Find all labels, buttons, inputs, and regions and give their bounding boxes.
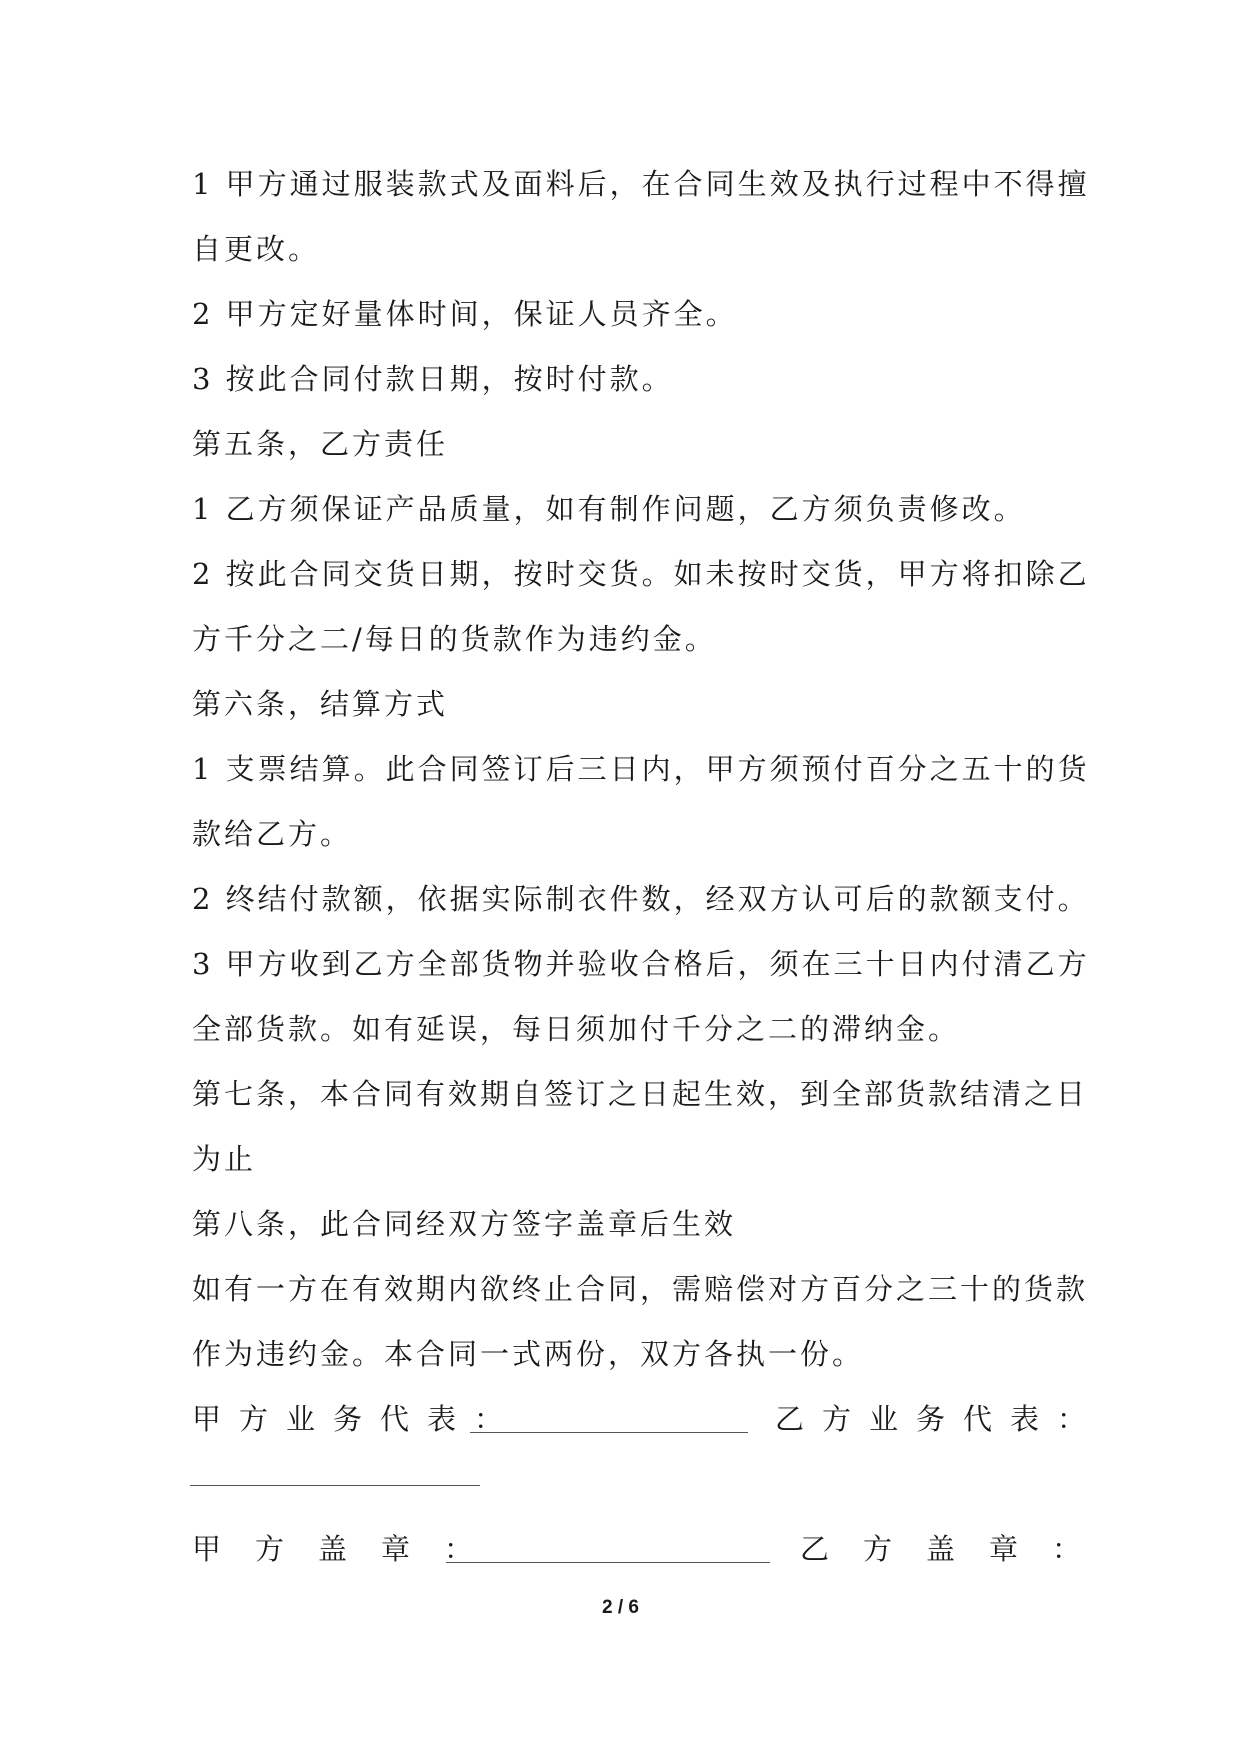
paragraph-line: 1 甲方通过服装款式及面料后，在合同生效及执行过程中不得擅: [192, 167, 1090, 201]
paragraph-line: 2 按此合同交货日期，按时交货。如未按时交货，甲方将扣除乙: [192, 557, 1090, 591]
paragraph-line: 1 乙方须保证产品质量，如有制作问题，乙方须负责修改。: [192, 492, 1026, 526]
section-heading: 第八条，此合同经双方签字盖章后生效: [192, 1207, 737, 1241]
paragraph-line: 方千分之二/每日的货款作为违约金。: [192, 622, 717, 656]
section-heading: 第七条，本合同有效期自签订之日起生效，到全部货款结清之日: [192, 1077, 1089, 1111]
page-number: 2 / 6: [602, 1597, 639, 1618]
section-heading: 第六条，结算方式: [192, 687, 449, 721]
party-b-rep-label: 乙方业务代表：: [775, 1402, 1105, 1436]
paragraph-line: 如有一方在有效期内欲终止合同，需赔偿对方百分之三十的货款: [192, 1272, 1089, 1306]
paragraph-line: 2 终结付款额，依据实际制衣件数，经双方认可后的款额支付。: [192, 882, 1090, 916]
party-b-seal-label: 乙方盖章：: [800, 1532, 1116, 1566]
section-heading: 第五条，乙方责任: [192, 427, 449, 461]
paragraph-line: 全部货款。如有延误，每日须加付千分之二的滞纳金。: [192, 1012, 961, 1046]
paragraph-line: 作为违约金。本合同一式两份，双方各执一份。: [192, 1337, 865, 1371]
paragraph-line: 3 按此合同付款日期，按时付款。: [192, 362, 674, 396]
paragraph-line: 自更改。: [192, 232, 321, 266]
paragraph-line: 3 甲方收到乙方全部货物并验收合格后，须在三十日内付清乙方: [192, 947, 1090, 981]
paragraph-line: 1 支票结算。此合同签订后三日内，甲方须预付百分之五十的货: [192, 752, 1090, 786]
party-a-seal-label: 甲方盖章：: [192, 1532, 508, 1566]
paragraph-line: 款给乙方。: [192, 817, 353, 851]
paragraph-line: 2 甲方定好量体时间，保证人员齐全。: [192, 297, 738, 331]
party-a-rep-blank: [470, 1432, 748, 1433]
party-b-rep-blank: [190, 1485, 480, 1486]
party-a-seal-blank: [446, 1562, 770, 1563]
paragraph-line: 为止: [192, 1142, 257, 1176]
party-a-rep-label: 甲方业务代表：: [192, 1402, 522, 1436]
